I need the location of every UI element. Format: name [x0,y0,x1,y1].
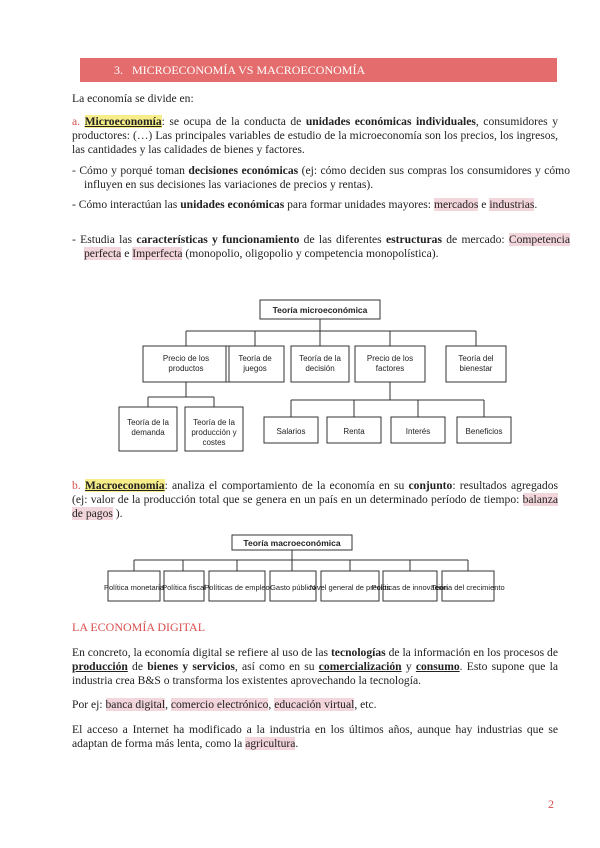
micro-text-1: : se ocupa de la conducta de [161,115,306,128]
intro-text: La economía se divide en: [72,92,194,105]
node-renta: Renta [343,427,365,436]
bullet-2-text-3: e [478,198,490,211]
macro-text-3: ). [112,507,123,520]
node-teoria-juegos: Teoría de juegos [238,354,272,373]
node-nivel-precios: Nivel general de precios [309,583,391,592]
macro-text-1: : analiza el comportamiento de la economía en su [164,479,409,492]
node-precio-productos: Precio de los productos [162,354,210,373]
bullet-2-highlight-2: industrias [489,198,535,211]
bullet-3-highlight-2: Imperfecta [132,247,183,260]
node-politica-monetaria: Política monetaria [103,583,165,592]
bullet-3-text-3: de mercado: [442,233,509,246]
macro-highlight-1: balanza de pagos [72,493,558,520]
bullet-2-highlight-1: mercados [433,198,479,211]
bullet-2-text-4: . [534,198,538,211]
micro-text-2: , consumidores y productores: (…) Las principales variables de estudio de la microeconomía son los precios, los ingresos, las cantidades y las calidades de bienes y factores. [72,115,558,156]
section-title: MICROECONOMÍA VS MACROECONOMÍA [132,63,366,77]
page-number: 2 [548,797,554,811]
macro-root-label: Teoría macroeconómica [243,538,341,548]
node-gasto-publico: Gasto público [270,583,316,592]
bullet-1: - Cómo y porqué toman decisiones económicas (ej: cómo deciden sus compras los consumidores y cómo influyen en sus decisiones las variaciones de precios y rentas). [72,164,570,191]
digital-paragraph-1: En concreto, la economía digital se refiere al uso de las tecnologías de la información en los procesos de producción de bienes y servicios, así como en su comercialización y consumo. Esto supone que la industria crea B&S o transforma los existentes aprovechando la tecnología. [72,646,559,687]
macro-bold-1: conjunto [408,479,453,492]
bullet-3-text-5: (monopolio, oligopolio y competencia monopolística). [182,247,439,260]
bullet-3-highlight-1: Competencia perfecta [84,233,571,260]
macro-paragraph [72,479,558,521]
node-politica-fiscal: Política fiscal [162,583,206,592]
section-heading-digital: LA ECONOMÍA DIGITAL [72,620,206,634]
node-teoria-demanda: Teoría de la demanda [127,418,169,437]
node-teoria-bienestar: Teoría del bienestar [458,354,494,373]
micro-term: Microeconomía [84,115,162,128]
bullet-3: - Estudia las características y funcionamiento de las diferentes estructuras de mercado: Competencia perfecta e Imperfecta (monopolio, oligopolio y competencia monopolística). [72,233,571,260]
bullet-3-bold-2: estructuras [385,233,442,246]
bullet-1-text-2: (ej: cómo deciden sus compras los consumidores y cómo influyen en sus decisiones las variaciones de precios y rentas). [84,164,570,191]
bullet-2-bold: unidades económicas [180,198,285,211]
node-politicas-innovacion: Políticas de innovación [371,583,449,592]
bullet-3-text-1: Estudia las [80,233,137,246]
bullet-3-bold-1: características y funcionamiento [136,233,300,246]
node-salarios: Salarios [276,427,306,436]
bullet-3-text-4: e [121,247,133,260]
bullet-2-text-1: Cómo interactúan las [78,198,181,211]
micro-root-label: Teoría microeconómica [272,305,368,315]
bullet-1-text-1: Cómo y porqué toman [79,164,189,177]
node-precio-factores: Precio de los factores [366,354,414,373]
digital-paragraph-2: Por ej: banca digital, comercio electrónico, educación virtual, etc. [72,698,377,711]
macro-letter: b. [72,479,81,492]
node-beneficios: Beneficios [465,427,503,436]
node-teoria-crecimiento: Teoría del crecimiento [431,583,505,592]
section-number: 3. [114,63,123,77]
bullet-2: - Cómo interactúan las unidades económicas para formar unidades mayores: mercados e industrias. [72,198,538,211]
bullet-1-bold: decisiones económicas [188,164,299,177]
node-politicas-empleo: Políticas de empleo [204,583,270,592]
macro-term: Macroeconomía [84,479,165,492]
micro-letter: a. [72,115,81,128]
micro-bold-1: unidades económicas individuales [305,115,476,128]
node-teoria-produccion: Teoría de la producción y costes [191,418,237,447]
node-interes: Interés [405,427,431,436]
node-teoria-decision: Teoría de la decisión [299,354,341,373]
macro-text-2: : resultados agregados (ej: valor de la producción total que se genera en un país en un determinado período de tiempo: [72,479,559,506]
digital-paragraph-3: El acceso a Internet ha modificado a la industria en los últimos años, aunque hay industrias que se adaptan de forma más lenta, como la agricultura. [72,723,558,750]
bullet-3-text-2: de las diferentes [299,233,386,246]
bullet-2-text-2: para formar unidades mayores: [284,198,434,211]
